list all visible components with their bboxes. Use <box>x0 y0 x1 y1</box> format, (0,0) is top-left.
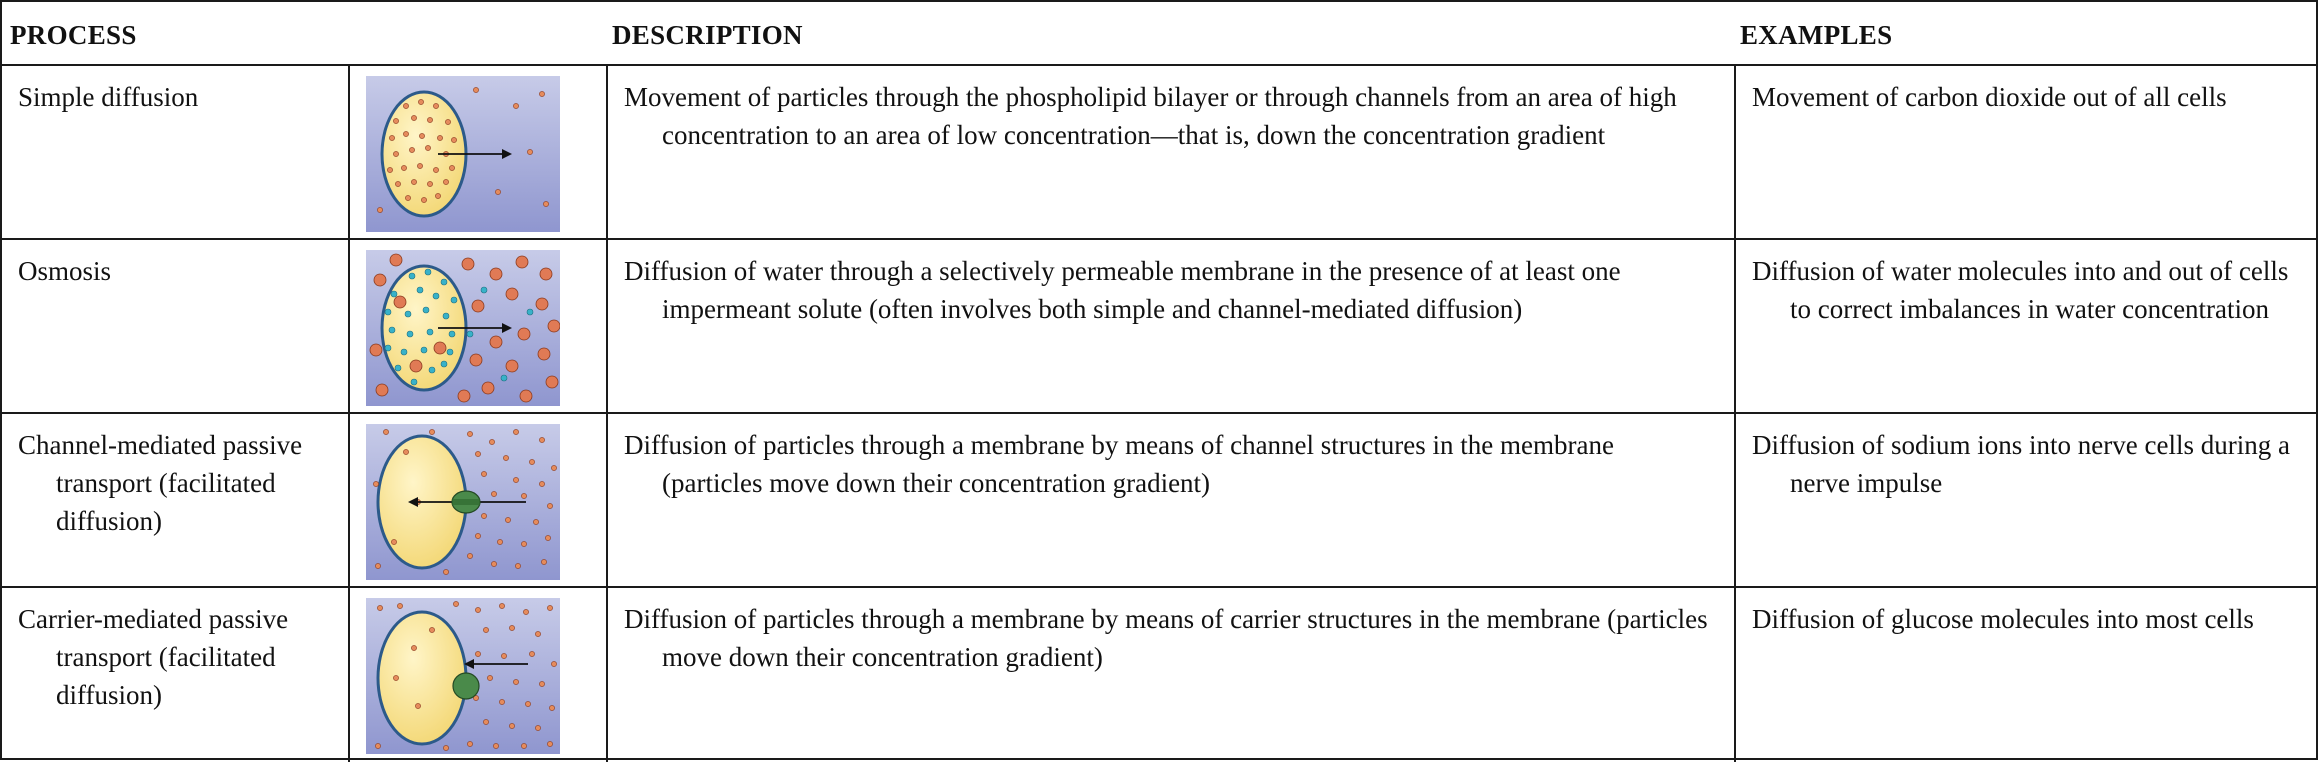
illustration-cell <box>350 588 608 762</box>
table-row-channel-mediated <box>2 414 2316 588</box>
process-name: Channel-mediated passive transport (facilitated diffusion) <box>18 430 303 536</box>
description-cell <box>608 240 1736 412</box>
process-description: Diffusion of water through a selectively permeable membrane in the presence of at least one impermeant solute (often involves both simple and channel-mediated diffusion) <box>624 256 1621 324</box>
table-row-carrier-mediated <box>2 588 2316 762</box>
table-header-row <box>2 2 2316 66</box>
process-cell <box>2 588 350 762</box>
process-example: Diffusion of water molecules into and out of cells to correct imbalances in water concentration <box>1752 256 2289 324</box>
header-process: PROCESS <box>10 20 137 50</box>
process-name: Osmosis <box>18 256 112 286</box>
table-row-simple-diffusion <box>2 66 2316 240</box>
osmosis-illustration <box>366 250 560 406</box>
examples-cell <box>1736 414 2318 586</box>
description-cell <box>608 588 1736 762</box>
process-example: Diffusion of sodium ions into nerve cells during a nerve impulse <box>1752 430 2290 498</box>
examples-cell <box>1736 588 2318 762</box>
header-description: DESCRIPTION <box>612 20 803 50</box>
simple-diffusion-illustration <box>366 76 560 232</box>
header-examples: EXAMPLES <box>1740 20 1893 50</box>
process-cell <box>2 414 350 586</box>
examples-cell <box>1736 66 2318 238</box>
examples-cell <box>1736 240 2318 412</box>
carrier-mediated-transport-illustration <box>366 598 560 754</box>
process-name: Carrier-mediated passive transport (facilitated diffusion) <box>18 604 289 710</box>
process-cell <box>2 66 350 238</box>
channel-mediated-transport-illustration <box>366 424 560 580</box>
description-cell <box>608 66 1736 238</box>
process-description: Diffusion of particles through a membrane by means of channel structures in the membrane (particles move down their concentration gradient) <box>624 430 1614 498</box>
process-example: Movement of carbon dioxide out of all cells <box>1752 82 2227 112</box>
table-row-osmosis <box>2 240 2316 414</box>
process-description: Movement of particles through the phospholipid bilayer or through channels from an area of high concentration to an area of low concentration—that is, down the concentration gradient <box>624 82 1677 150</box>
process-name: Simple diffusion <box>18 82 199 112</box>
process-cell <box>2 240 350 412</box>
process-description: Diffusion of particles through a membrane by means of carrier structures in the membrane (particles move down their concentration gradient) <box>624 604 1708 672</box>
illustration-cell <box>350 240 608 412</box>
illustration-cell <box>350 66 608 238</box>
process-example: Diffusion of glucose molecules into most cells <box>1752 604 2254 634</box>
illustration-cell <box>350 414 608 586</box>
description-cell <box>608 414 1736 586</box>
